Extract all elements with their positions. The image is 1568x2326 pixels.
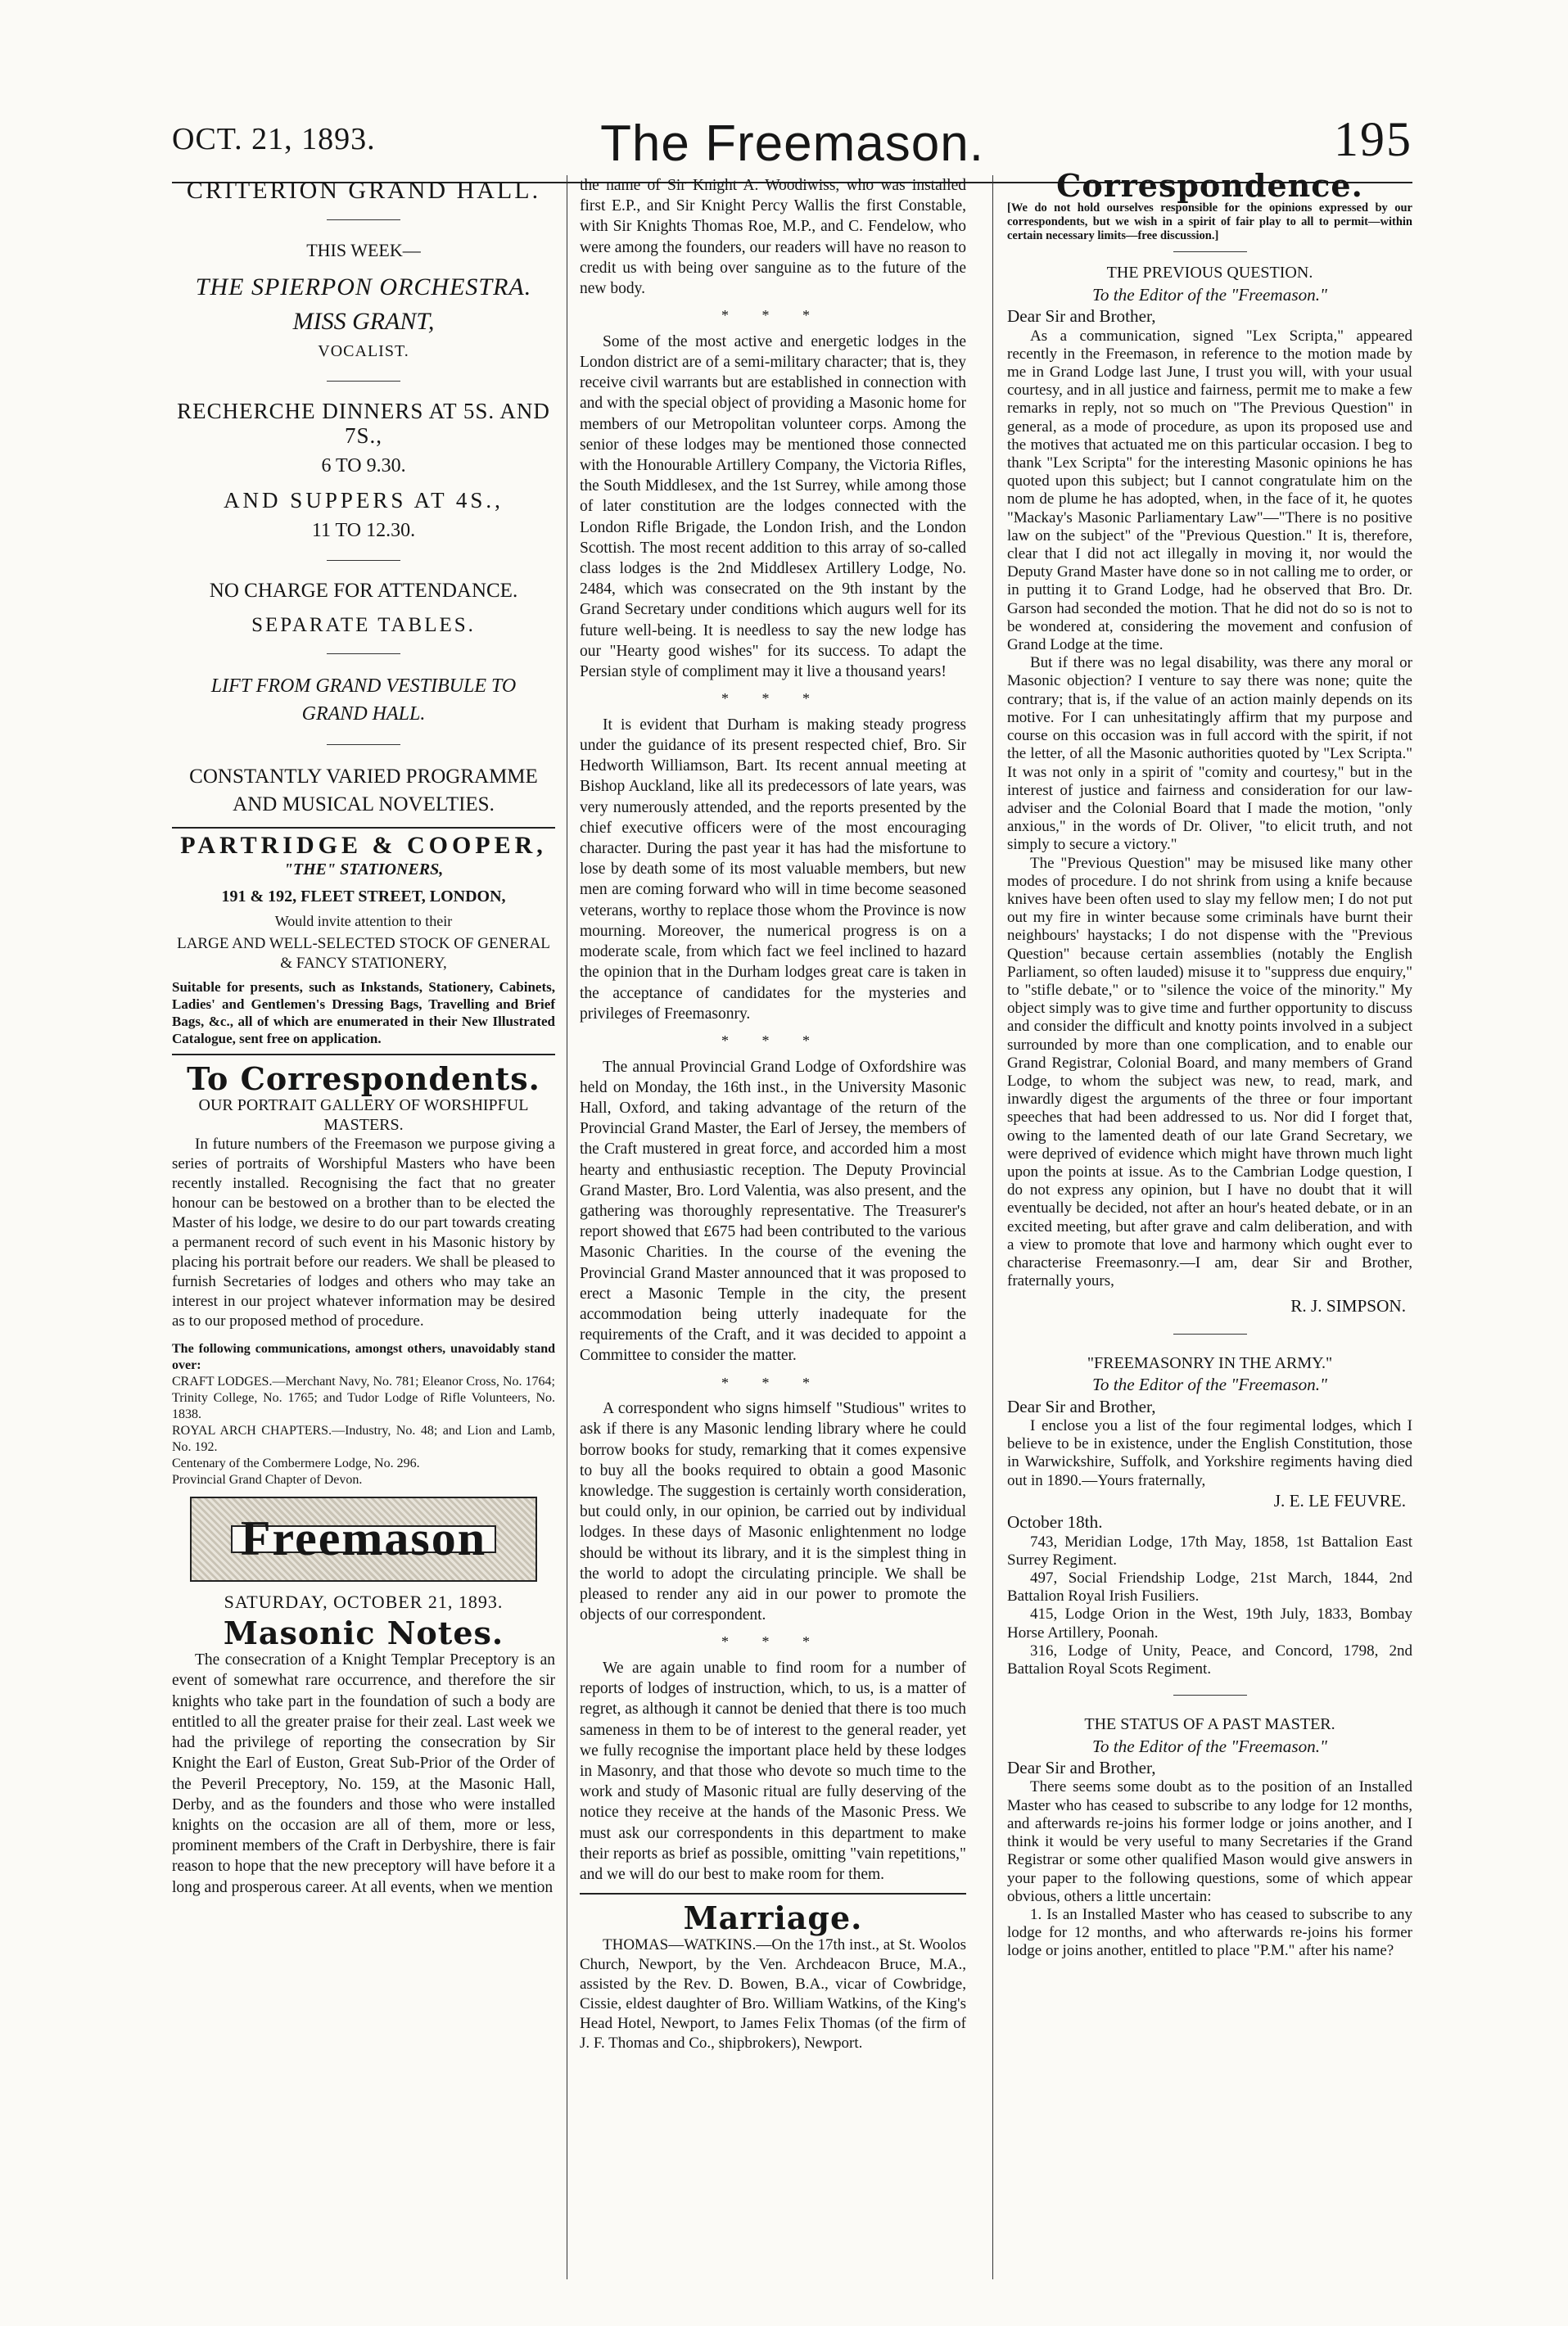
invite: Would invite attention to their: [274, 912, 453, 929]
suppers-time: 11 TO 12.30.: [311, 520, 416, 542]
address: 191 & 192, FLEET STREET, LONDON,: [221, 887, 506, 906]
section-stars: * * *: [721, 1032, 825, 1049]
this-week: THIS WEEK—: [306, 239, 421, 260]
divider: [327, 560, 400, 561]
logo-text: Freemason: [231, 1525, 496, 1553]
notes-paragraph: We are again unable to find room for a number of reports of lodges of instruction, which, to us, is a matter of regret, as although it cannot be denied that there is too much sameness in them to be of interest to the general reader, yet we fully recognise the important place held by these lodges in Masonry, and that those who devote so much time to the work and study of Masonic ritual are fully deserving of the notice they receive at the hands of the Masonic Press. We must ask our correspondents in this department to make their reports as brief as possible, omitting "vain repetitions," and we will do our best to make room for them.: [580, 1659, 966, 1883]
letter-to: To the Editor of the "Freemason.": [1092, 1375, 1327, 1395]
notes-paragraph: Some of the most active and energetic lodges in the London district are of a semi-military character; that is, they receive civil warrants but are established in connection with and with the special object of providing a Masonic home for members of our Metropolitan volunteer corps. Among the senior of these lodges may be mentioned those connected with the Honourable Artillery Company, the Victoria Rifles, the South Middlesex, and the 1st Surrey, while among those of later constitution are the lodges connected with the London Rifle Brigade, the London Irish, and the London Scottish. The most recent addition to this array of so-called class lodges is the 2nd Middlesex Artillery Lodge, No. 2484, which was consecrated on the 9th instant by the Grand Secretary under conditions which augurs well for its future well-being. It is needless to say the new lodge has our "Hearty good wishes" for its success. To adapt the Persian style of compliment may it live a thousand years!: [580, 332, 966, 681]
divider: [1173, 1695, 1247, 1696]
portrait-heading: OUR PORTRAIT GALLERY OF WORSHIPFUL MASTERS.: [198, 1096, 529, 1135]
communication-item: Provincial Grand Chapter of Devon.: [172, 1473, 363, 1488]
letter-salutation: Dear Sir and Brother,: [1007, 1758, 1156, 1778]
portrait-text: In future numbers of the Freemason we purpose giving a series of portraits of Worshipful Masters who have been recently installed. Recognising the fact that no greater honour can be bestowed on a brother than to be elected the Master of his lodge, we desire to do our part towards creating a permanent record of such event in his Masonic history by placing his portrait before our readers. We shall be pleased to furnish Secretaries of lodges and others who may take an interest in our project whatever information may be desired as to our proposed method of procedure.: [172, 1136, 555, 1330]
divider: [327, 744, 400, 745]
vocalist: VOCALIST.: [318, 342, 409, 361]
dinners: RECHERCHE DINNERS AT 5S. AND 7S.,: [177, 398, 550, 448]
letter-paragraph: There seems some doubt as to the position of an Installed Master who has ceased to subscribe to any lodge for 12 months, and afterwards re-joins his former lodge or joins another, and I think it would be very useful to many Secretaries if the Grand Registrar or some other qualified Mason would give answers in your paper to the following questions, some of which appear obvious, others a little uncertain:: [1007, 1778, 1412, 1905]
masonic-notes-heading: Masonic Notes.: [223, 1614, 504, 1651]
letter-title: THE PREVIOUS QUESTION.: [1106, 264, 1313, 282]
letter-signature: R. J. SIMPSON.: [1290, 1296, 1406, 1317]
letter-date: October 18th.: [1007, 1512, 1103, 1533]
letter-to: To the Editor of the "Freemason.": [1092, 1736, 1327, 1756]
letter-title: "FREEMASONRY IN THE ARMY.": [1087, 1353, 1333, 1372]
column-2: [580, 175, 966, 2053]
marriage-heading: Marriage.: [683, 1899, 863, 1937]
divider: [172, 1054, 555, 1055]
orchestra: THE SPIERPON ORCHESTRA.: [195, 273, 532, 301]
communications-intro: The following communications, amongst others, unavoidably stand over:: [172, 1342, 555, 1373]
divider: [172, 827, 555, 829]
notes-paragraph: The consecration of a Knight Templar Preceptory is an event of somewhat rare occurrence, and therefore the sir knights who take part in the foundation of such a body are entitled to all the greater praise for their zeal. Last week we had the privilege of reporting the consecration by Sir Knight the Earl of Euston, Great Sub-Prior of the Order of the Peveril Preceptory, No. 159, at the Masonic Hall, Derby, and as the founders and those who were installed knights on the occasion are all of them, more or less, prominent members of the Craft in Derbyshire, there is fair reason to hope that the new preceptory will have before it a long and prosperous career. At all events, when we mention: [172, 1651, 555, 1896]
divider: [327, 653, 400, 654]
miss-grant: MISS GRANT,: [292, 307, 435, 335]
issue-dateline: SATURDAY, OCTOBER 21, 1893.: [224, 1592, 504, 1613]
lodge-list-item: 743, Meridian Lodge, 17th May, 1858, 1st Battalion East Surrey Regiment.: [1007, 1533, 1412, 1569]
lodge-list-item: 497, Social Friendship Lodge, 21st March, 1844, 2nd Battalion Royal Irish Fusiliers.: [1007, 1569, 1412, 1606]
letter-paragraph: 1. Is an Installed Master who has ceased to subscribe to any lodge for 12 months, and who afterwards re-joins his former lodge or joins another, entitled to place "P.M." after his name?: [1007, 1905, 1412, 1960]
lift: LIFT FROM GRAND VESTIBULE TO GRAND HALL.: [210, 675, 517, 725]
disclaimer: [We do not hold ourselves responsible for the opinions expressed by our correspondents, but we wish in a spirit of fair play to all to permit—within certain necessary limits—free discussion.]: [1007, 201, 1412, 243]
separate-tables: SEPARATE TABLES.: [251, 613, 476, 636]
page-number: 195: [1334, 112, 1412, 166]
letter-salutation: Dear Sir and Brother,: [1007, 306, 1156, 327]
communication-item: CRAFT LODGES.—Merchant Navy, No. 781; Eleanor Cross, No. 1764; Trinity College, No. 1765; and Tudor Lodge of Rifle Volunteers, No. 1838.: [172, 1375, 555, 1422]
notes-paragraph: It is evident that Durham is making steady progress under the guidance of its present respected chief, Bro. Sir Hedworth Williamson, Bart. Its recent annual meeting at Bishop Auckland, like all its predecessors of late years, was very numerously attended, and the reports presented by the chief executive officers were of the most encouraging character. During the past year it has had the misfortune to lose by death some of its most valuable members, but new men are coming forward who will in time become seasoned veterans, worthy to replace those whom the Province is now mourning. Moreover, the numerical progress is on a moderate scale, from which fact we feel inclined to hazard the opinion that in the Durham lodges great care is taken in the acceptance of candidates for the mysteries and privileges of Freemasonry.: [580, 716, 966, 1023]
lodge-list-item: 316, Lodge of Unity, Peace, and Concord, 1798, 2nd Battalion Royal Scots Regiment.: [1007, 1642, 1412, 1678]
partridge-title: PARTRIDGE & COOPER,: [180, 832, 547, 860]
letter-title: THE STATUS OF A PAST MASTER.: [1084, 1715, 1335, 1734]
letter-paragraph: As a communication, signed "Lex Scripta," appeared recently in the Freemason, in reference to the motion made by me in Grand Lodge last June, I trust you will, with your usual courtesy, and in all justice and fairness, permit me to make a few remarks in reply, not so much on "The Previous Question" in general, as a mode of procedure, as upon its proposed use and the motives that actuated me on this particular occasion. I beg to thank "Lex Scripta" for the interesting Masonic opinions he has quoted upon this subject; but I cannot congratulate him on the nom de plume he has adopted, when, in the face of it, he quotes "Mackay's Masonic Parliamentary Law"—"There is no positive law on the subject" of the "Previous Question." It is, therefore, clear that I did not act illegally in moving it, nor would the Deputy Grand Master have done so in not calling me to order, or in putting it to Grand Lodge, had he observed that Bro. Dr. Garson had seconded the motion. That he did not do so is not to be wondered at, considering the movement and confusion of Grand Lodge at the time.: [1007, 327, 1412, 654]
column-1: [172, 175, 555, 1898]
lodge-list-item: 415, Lodge Orion in the West, 19th July, 1833, Bombay Horse Artillery, Poonah.: [1007, 1606, 1412, 1642]
letter-paragraph: The "Previous Question" may be misused like many other modes of procedure. I do not shrink from using a knife because knives have been often used to slay my fellow men; I do not put out my fire in winter because some criminals have burnt their neighbours' haystacks; I do not dispense with the "Previous Question" because certain assemblies (notably the English Parliament, so often lauded) misuse it to "suppress due enquiry," to "stifle debate," or to "silence the voice of the minority." My object simply was to give time and further opportunity to discuss and consider the difficult and knotty points involved in a subject surrounded by more than one complication, and to enable our Grand Registrar, Colonial Board, and many members of Grand Lodge, to whom the subject was new, to read, mark, and inwardly digest the arguments of the three or four important speeches that had been addressed to us. Nor did I forget that, owing to the lamented death of our late Grand Secretary, we were deprived of evidence which might have thrown much light upon the points at issue. As to the Cambrian Lodge question, I do not express any opinion, but I have no doubt that it will eventually be decided, not after an hour's heated debate, or in an excited meeting, but after grave and calm deliberation, and with a view to promote that love and harmony which ought ever to characterise Freemasonry.—I am, dear Sir and Brother, fraternally yours,: [1007, 854, 1412, 1290]
no-charge: NO CHARGE FOR ATTENDANCE.: [209, 579, 518, 602]
stock: LARGE AND WELL-SELECTED STOCK OF GENERAL & FANCY STATIONERY,: [177, 934, 550, 972]
suppers: AND SUPPERS AT 4S.,: [224, 487, 504, 513]
stationers: "THE" STATIONERS,: [283, 860, 444, 878]
to-correspondents-heading: To Correspondents.: [187, 1059, 540, 1097]
divider: [580, 1893, 966, 1895]
communication-item: ROYAL ARCH CHAPTERS.—Industry, No. 48; and Lion and Lamb, No. 192.: [172, 1424, 555, 1455]
freemason-logo: [190, 1497, 537, 1582]
section-stars: * * *: [721, 1374, 825, 1391]
suitable: Suitable for presents, such as Inkstands, Stationery, Cabinets, Ladies' and Gentlemen's Dressing Bags, Travelling and Brief Bags, &c., all of which are enumerated in their New Illustrated Catalogue, sent free on application.: [172, 978, 555, 1046]
column-3: [1007, 167, 1412, 1961]
letter-paragraph: But if there was no legal disability, was there any moral or Masonic objection? I venture to say there was none; quite the contrary; that is, if the value of an action mainly depends on its motive. For I can unhesitatingly affirm that my purpose and course on this occasion was in full accord with the spirit, if not the letter, of all the Masonic authorities quoted by "Lex Scripta." It was not only in a spirit of "comity and courtesy," but in the interest of justice and fairness and consideration for our law-adviser and the Colonial Board that I made the motion, "only anxious," in the words of Dr. Oliver, "to elicit truth, and not simply to secure a victory.": [1007, 654, 1412, 854]
letter-salutation: Dear Sir and Brother,: [1007, 1396, 1156, 1416]
column-divider: [992, 175, 993, 2279]
letter-signature: J. E. LE FEUVRE.: [1273, 1490, 1406, 1511]
notes-paragraph: A correspondent who signs himself "Studious" writes to ask if there is any Masonic lending library where he could borrow books for study, remarking that it comes expensive to buy all the books required to obtain a good Masonic knowledge. The suggestion is certainly worth consideration, but could only, in our opinion, be carried out by individual lodges. In these days of Masonic enlightenment no lodge should be without its library, and it is the simplest thing in the world to adopt the circulating principle. We shall be pleased to render any aid in our power to promote the objects of our correspondent.: [580, 1400, 966, 1624]
criterion-title: CRITERION GRAND HALL.: [186, 177, 541, 204]
divider: [327, 381, 400, 382]
section-stars: * * *: [721, 307, 825, 324]
correspondence-heading: Correspondence.: [1056, 167, 1363, 204]
issue-date: OCT. 21, 1893.: [172, 122, 376, 156]
newspaper-title: The Freemason.: [600, 115, 984, 172]
notes-paragraph: The annual Provincial Grand Lodge of Oxfordshire was held on Monday, the 16th inst., in the University Masonic Hall, Oxford, and taking advantage of the return of the Provincial Grand Master, the Earl of Jersey, the members of the Craft mustered in great force, and accorded him a most hearty and enthusiastic reception. The Deputy Provincial Grand Master, Bro. Lord Valentia, was also present, and the gathering was thoroughly representative. The Treasurer's report showed that £675 had been contributed to the various Masonic Charities. In the course of the evening the Provincial Grand Master announced that it was proposed to erect a Masonic Temple in the city, the present accommodation being utterly inadequate for the requirements of the Craft, and it was decided to appoint a Committee to consider the matter.: [580, 1058, 966, 1365]
section-stars: * * *: [721, 1633, 825, 1651]
communication-item: Centenary of the Combermere Lodge, No. 296.: [172, 1457, 420, 1471]
notes-paragraph: the name of Sir Knight A. Woodiwiss, who was installed first E.P., and Sir Knight Percy Wallis the first Constable, with Sir Knights Thomas Roe, M.P., and C. Fendelow, who were among the founders, our readers will have no reason to credit us with being over sanguine as to the future of the new body.: [580, 177, 966, 298]
divider: [1173, 251, 1247, 252]
section-stars: * * *: [721, 690, 825, 707]
marriage-text: THOMAS—WATKINS.—On the 17th inst., at St. Woolos Church, Newport, by the Ven. Archdeacon Bruce, M.A., assisted by the Rev. D. Bowen, B.A., vicar of Cowbridge, Cissie, eldest daughter of Bro. William Watkins, of the King's Head Hotel, Newport, to James Felix Thomas (of the firm of J. F. Thomas and Co., shipbrokers), Newport.: [580, 1935, 966, 2052]
programme: CONSTANTLY VARIED PROGRAMME AND MUSICAL NOVELTIES.: [189, 766, 538, 816]
divider: [327, 219, 400, 220]
letter-to: To the Editor of the "Freemason.": [1092, 284, 1327, 305]
letter-paragraph: I enclose you a list of the four regimental lodges, which I believe to be in existence, under the English Constitution, those in Warwickshire, Suffolk, and Yorkshire regiments having died out in 1890.—Yours fraternally,: [1007, 1417, 1412, 1489]
dinners-time: 6 TO 9.30.: [321, 455, 406, 477]
divider: [1173, 1334, 1247, 1335]
